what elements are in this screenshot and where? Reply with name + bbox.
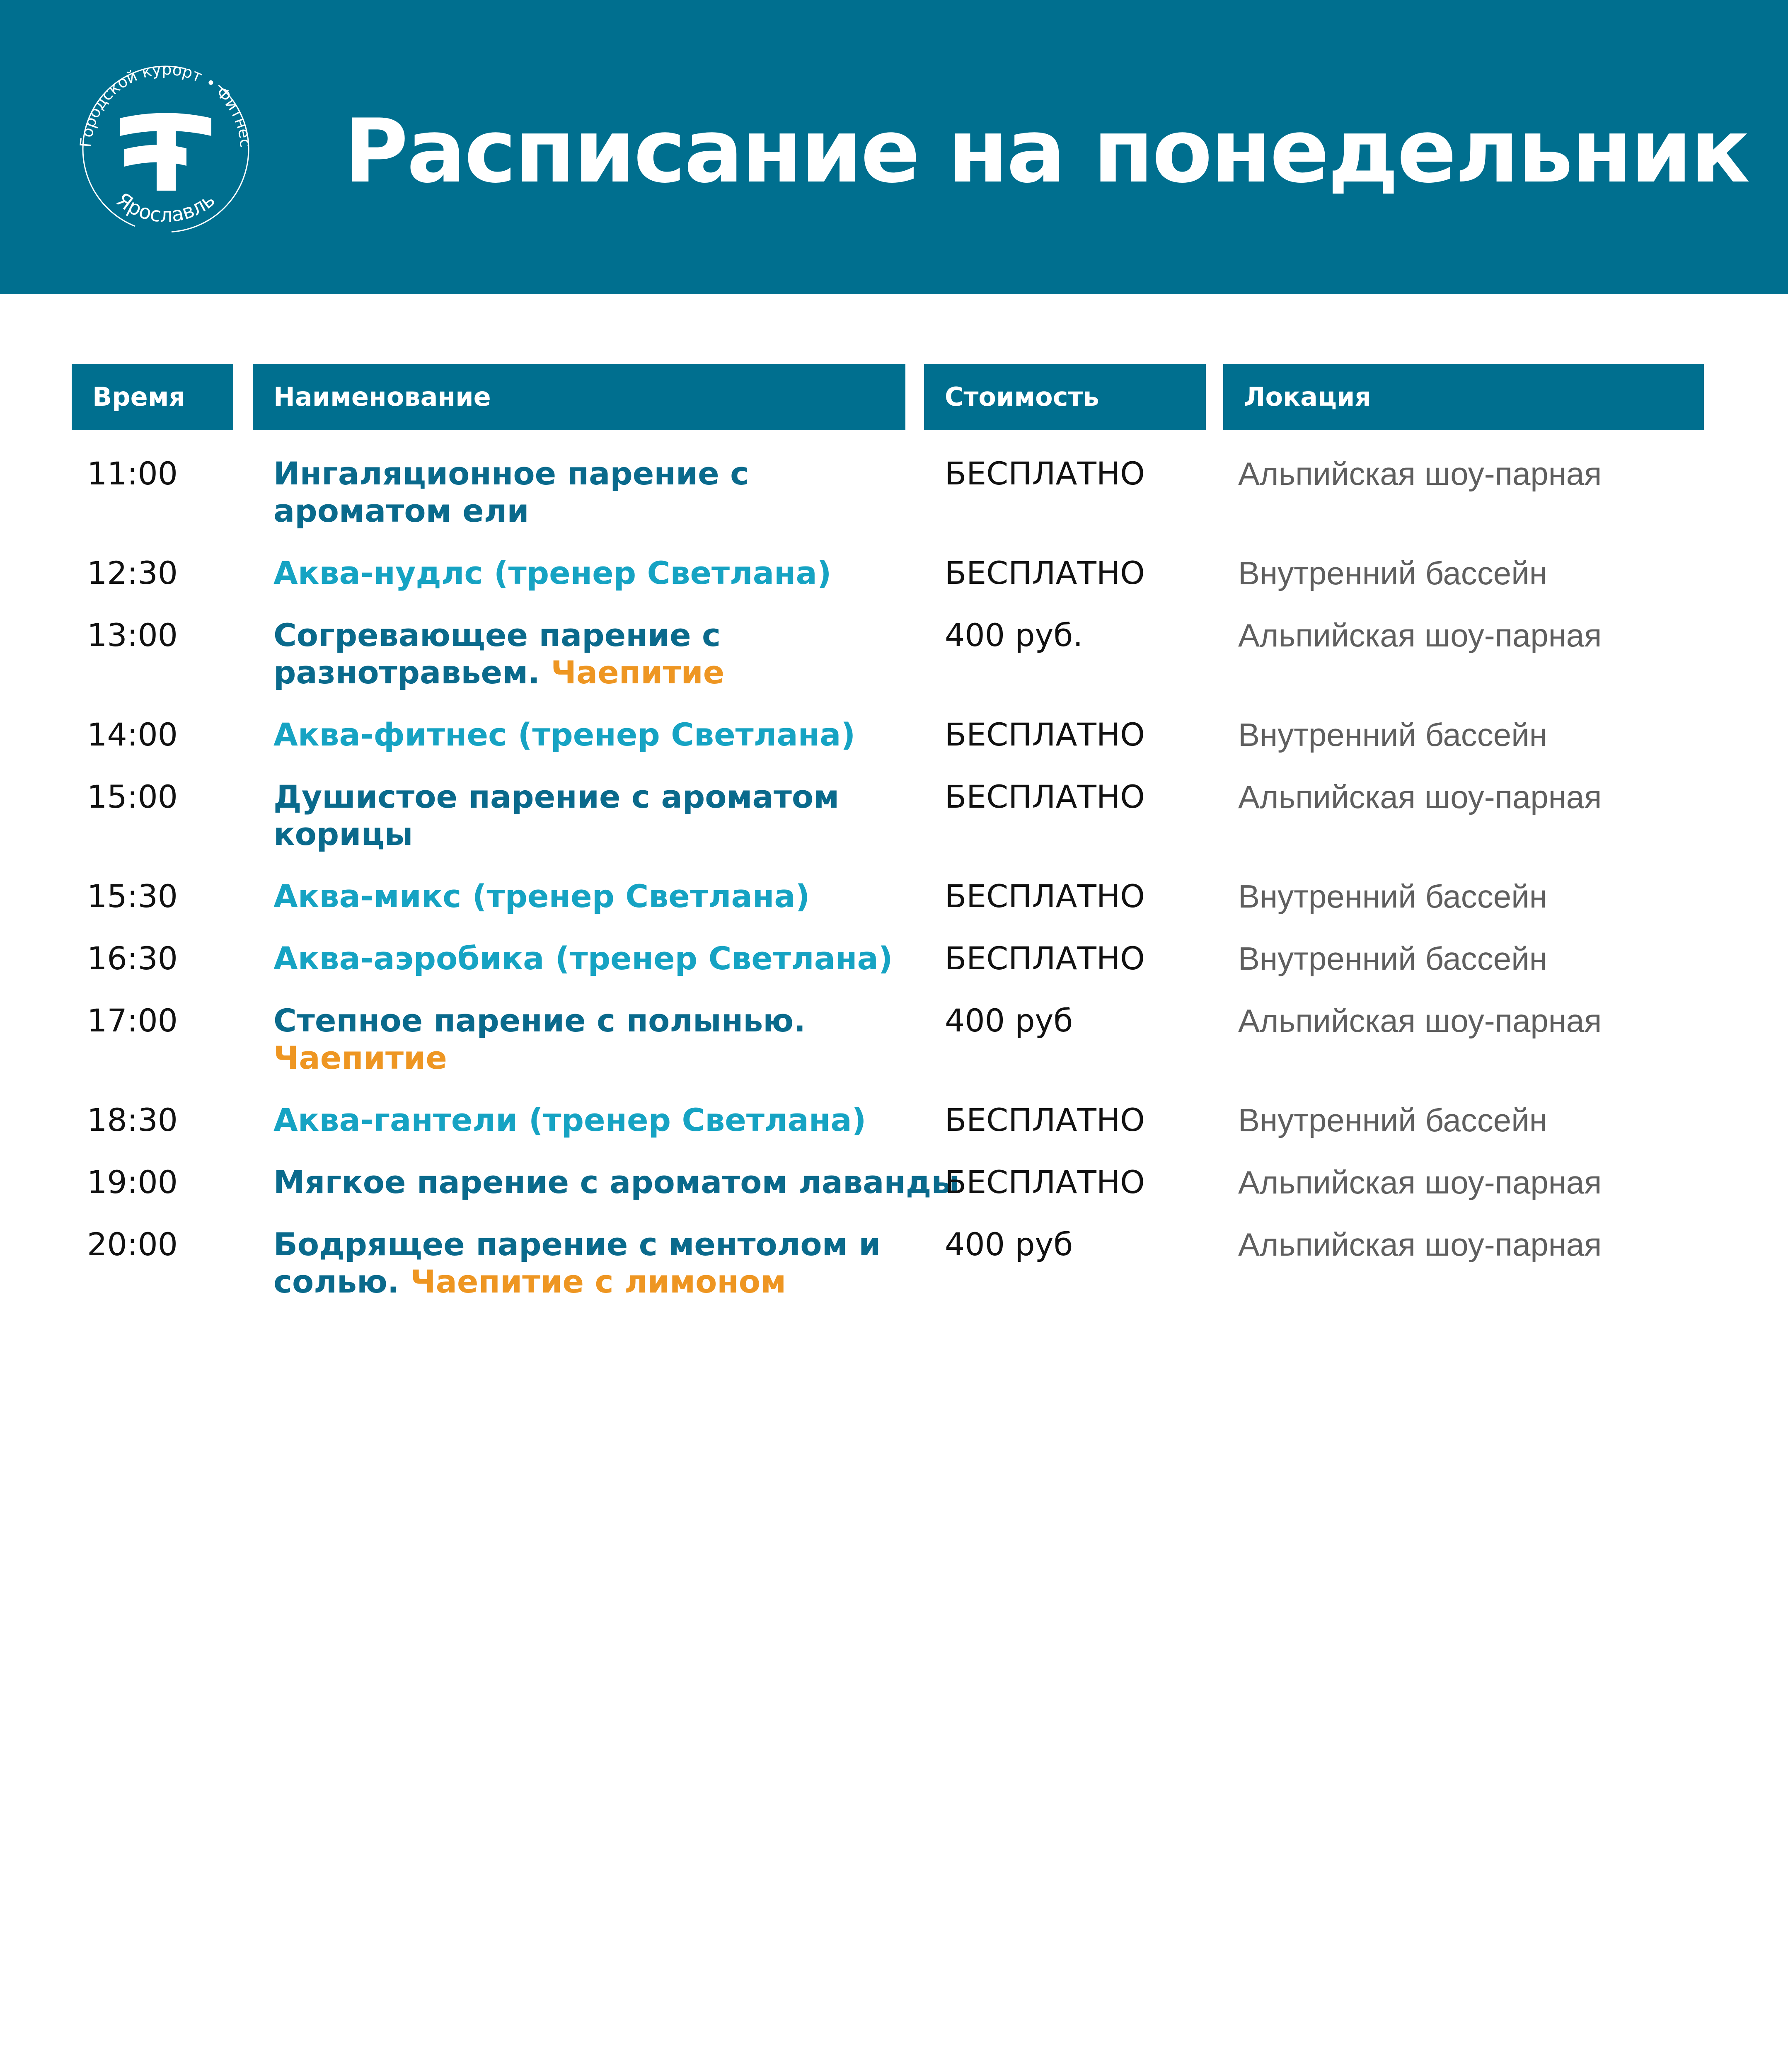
row-time: 19:00: [87, 1164, 178, 1201]
column-header-price: Стоимость: [924, 364, 1206, 430]
row-price: БЕСПЛАТНО: [945, 455, 1145, 492]
resort-logo: [62, 46, 269, 253]
row-name: [273, 1226, 920, 1300]
row-name: [273, 940, 920, 977]
row-price: БЕСПЛАТНО: [945, 716, 1145, 753]
activity-name: Аква-фитнес (тренер Светлана): [273, 716, 856, 753]
row-time: 14:00: [87, 716, 178, 753]
row-location: Альпийская шоу-парная: [1238, 1002, 1602, 1039]
row-price: 400 руб.: [945, 617, 1083, 654]
row-name: [273, 778, 920, 853]
row-time: 13:00: [87, 617, 178, 654]
activity-name: Аква-микс (тренер Светлана): [273, 878, 810, 915]
row-time: 15:00: [87, 778, 178, 815]
activity-name: Аква-нудлс (тренер Светлана): [273, 554, 832, 591]
row-location: Внутренний бассейн: [1238, 940, 1547, 977]
row-name: [273, 455, 920, 530]
header-banner: [0, 0, 1788, 294]
row-price: БЕСПЛАТНО: [945, 1164, 1145, 1201]
column-header-time: Время: [72, 364, 233, 430]
logo-bottom-text: Ярославль: [112, 188, 220, 227]
activity-name: Согревающее парение с разнотравьем.: [273, 617, 721, 691]
tea-tag: Чаепитие с лимоном: [410, 1263, 786, 1300]
row-price: БЕСПЛАТНО: [945, 878, 1145, 915]
activity-name: Ингаляционное парение с ароматом ели: [273, 455, 749, 529]
activity-name: Мягкое парение с ароматом лаванды: [273, 1164, 960, 1201]
row-location: Альпийская шоу-парная: [1238, 617, 1602, 654]
column-header-location: Локация: [1223, 364, 1704, 430]
row-location: Внутренний бассейн: [1238, 716, 1547, 753]
row-name: [273, 716, 920, 753]
activity-name: Аква-гантели (тренер Светлана): [273, 1101, 866, 1138]
row-location: Альпийская шоу-парная: [1238, 1226, 1602, 1263]
row-location: Внутренний бассейн: [1238, 878, 1547, 915]
row-price: 400 руб: [945, 1226, 1073, 1263]
row-location: Альпийская шоу-парная: [1238, 455, 1602, 492]
row-location: Внутренний бассейн: [1238, 1102, 1547, 1138]
row-price: 400 руб: [945, 1002, 1073, 1039]
row-name: [273, 554, 920, 592]
tea-tag: Чаепитие: [551, 654, 725, 691]
row-price: БЕСПЛАТНО: [945, 778, 1145, 815]
row-location: Альпийская шоу-парная: [1238, 779, 1602, 815]
row-time: 17:00: [87, 1002, 178, 1039]
column-header-name: Наименование: [253, 364, 905, 430]
activity-name: Степное парение с полынью.: [273, 1002, 806, 1039]
row-name: [273, 617, 920, 691]
row-price: БЕСПЛАТНО: [945, 554, 1145, 591]
row-name: [273, 878, 920, 915]
row-time: 15:30: [87, 878, 178, 915]
logo-top-text: Городской курорт • Фитнес: [76, 60, 255, 148]
activity-name: Бодрящее парение с ментолом и солью.: [273, 1226, 881, 1300]
row-time: 16:30: [87, 940, 178, 977]
row-location: Альпийская шоу-парная: [1238, 1164, 1602, 1201]
row-name: [273, 1002, 920, 1077]
row-time: 11:00: [87, 455, 178, 492]
activity-name: Аква-аэробика (тренер Светлана): [273, 940, 893, 977]
row-location: Внутренний бассейн: [1238, 555, 1547, 591]
row-time: 20:00: [87, 1226, 178, 1263]
row-name: [273, 1101, 920, 1139]
activity-name: Душистое парение с ароматом корицы: [273, 778, 840, 852]
row-name: [273, 1164, 960, 1201]
row-price: БЕСПЛАТНО: [945, 1101, 1145, 1138]
page-title: Расписание на понедельник: [344, 100, 1749, 202]
row-price: БЕСПЛАТНО: [945, 940, 1145, 977]
tea-tag: Чаепитие: [273, 1039, 447, 1076]
row-time: 18:30: [87, 1101, 178, 1138]
row-time: 12:30: [87, 554, 178, 591]
